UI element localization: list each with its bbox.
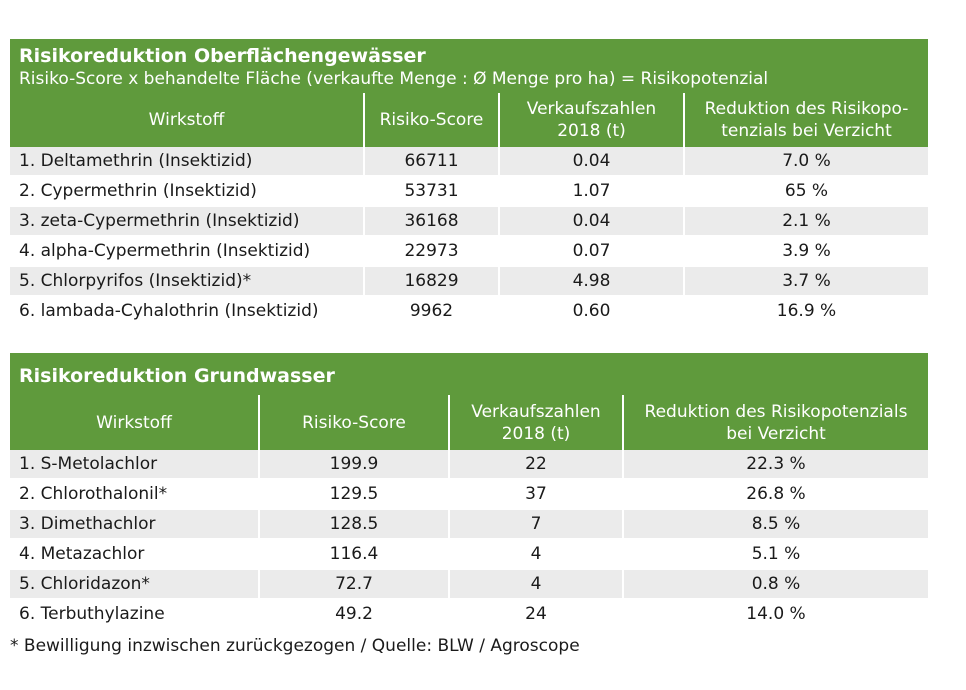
sales-cell: 4 [448, 570, 622, 598]
footnote: * Bewilligung inzwischen zurückgezogen / Quelle: BLW / Agroscope [10, 636, 580, 656]
sales-cell: 37 [448, 480, 622, 508]
substance-cell: 1. S-Metolachlor [19, 454, 158, 474]
substance-cell: 2. Chlorothalonil* [19, 484, 168, 504]
risk-score-cell: 9962 [363, 297, 498, 325]
table-row [10, 510, 928, 540]
sales-cell: 7 [448, 510, 622, 538]
groundwater-header-row [10, 395, 928, 450]
table-row [10, 480, 928, 510]
risk-score-cell: 36168 [363, 207, 498, 235]
column-header: Wirkstoff [96, 412, 172, 433]
substance-cell: 1. Deltamethrin (Insektizid) [19, 151, 253, 171]
surface-water-title-block [10, 39, 928, 93]
reduction-cell: 65 % [683, 177, 928, 205]
column-header: Wirkstoff [148, 110, 225, 130]
column-header: Reduktion des Risikopotenzials bei Verzicht [622, 395, 928, 450]
surface-water-rows [10, 147, 928, 327]
column-header: Risiko-Score [258, 395, 448, 450]
surface-water-title: Risikoreduktion Oberflächengewässer [19, 45, 426, 67]
risk-score-cell: 22973 [363, 237, 498, 265]
groundwater-title-block [10, 353, 928, 395]
risk-score-cell: 72.7 [258, 570, 448, 598]
surface-water-subtitle: Risiko-Score x behandelte Fläche (verkaufte Menge : Ø Menge pro ha) = Risikopotenzial [19, 69, 769, 89]
sales-cell: 0.04 [498, 147, 683, 175]
table-row [10, 267, 928, 297]
column-header: Verkaufszahlen 2018 (t) [498, 93, 683, 147]
risk-score-cell: 49.2 [258, 600, 448, 628]
substance-cell: 5. Chlorpyrifos (Insektizid)* [19, 271, 252, 291]
groundwater-title: Risikoreduktion Grundwasser [19, 365, 335, 387]
table-row [10, 570, 928, 600]
risk-score-cell: 66711 [363, 147, 498, 175]
reduction-cell: 22.3 % [622, 450, 928, 478]
groundwater-rows [10, 450, 928, 630]
reduction-cell: 5.1 % [622, 540, 928, 568]
substance-cell: 6. Terbuthylazine [19, 604, 165, 624]
sales-cell: 24 [448, 600, 622, 628]
table-row [10, 450, 928, 480]
reduction-cell: 0.8 % [622, 570, 928, 598]
risk-score-cell: 129.5 [258, 480, 448, 508]
substance-cell: 3. Dimethachlor [19, 514, 156, 534]
risk-score-cell: 199.9 [258, 450, 448, 478]
risk-score-cell: 16829 [363, 267, 498, 295]
reduction-cell: 3.9 % [683, 237, 928, 265]
substance-cell: 3. zeta-Cypermethrin (Insektizid) [19, 211, 300, 231]
substance-cell: 4. Metazachlor [19, 544, 145, 564]
column-header: Verkaufszahlen 2018 (t) [448, 395, 622, 450]
substance-cell: 6. lambada-Cyhalothrin (Insektizid) [19, 301, 319, 321]
substance-cell: 5. Chloridazon* [19, 574, 150, 594]
sales-cell: 22 [448, 450, 622, 478]
reduction-cell: 2.1 % [683, 207, 928, 235]
risk-score-cell: 53731 [363, 177, 498, 205]
risk-score-cell: 128.5 [258, 510, 448, 538]
table-row [10, 600, 928, 630]
surface-water-header-row [10, 93, 928, 147]
surface-water-table [10, 39, 928, 327]
sales-cell: 0.60 [498, 297, 683, 325]
reduction-cell: 14.0 % [622, 600, 928, 628]
reduction-cell: 16.9 % [683, 297, 928, 325]
table-row [10, 207, 928, 237]
sales-cell: 0.07 [498, 237, 683, 265]
reduction-cell: 7.0 % [683, 147, 928, 175]
table-row [10, 147, 928, 177]
table-row [10, 297, 928, 327]
sales-cell: 1.07 [498, 177, 683, 205]
sales-cell: 4.98 [498, 267, 683, 295]
sales-cell: 4 [448, 540, 622, 568]
substance-cell: 4. alpha-Cypermethrin (Insektizid) [19, 241, 311, 261]
column-header: Risiko-Score [363, 93, 498, 147]
column-header: Reduktion des Risikopo- tenzials bei Verzicht [683, 93, 928, 147]
reduction-cell: 26.8 % [622, 480, 928, 508]
risk-score-cell: 116.4 [258, 540, 448, 568]
sales-cell: 0.04 [498, 207, 683, 235]
table-row [10, 177, 928, 207]
reduction-cell: 8.5 % [622, 510, 928, 538]
substance-cell: 2. Cypermethrin (Insektizid) [19, 181, 257, 201]
table-row [10, 540, 928, 570]
table-row [10, 237, 928, 267]
reduction-cell: 3.7 % [683, 267, 928, 295]
groundwater-table [10, 353, 928, 630]
